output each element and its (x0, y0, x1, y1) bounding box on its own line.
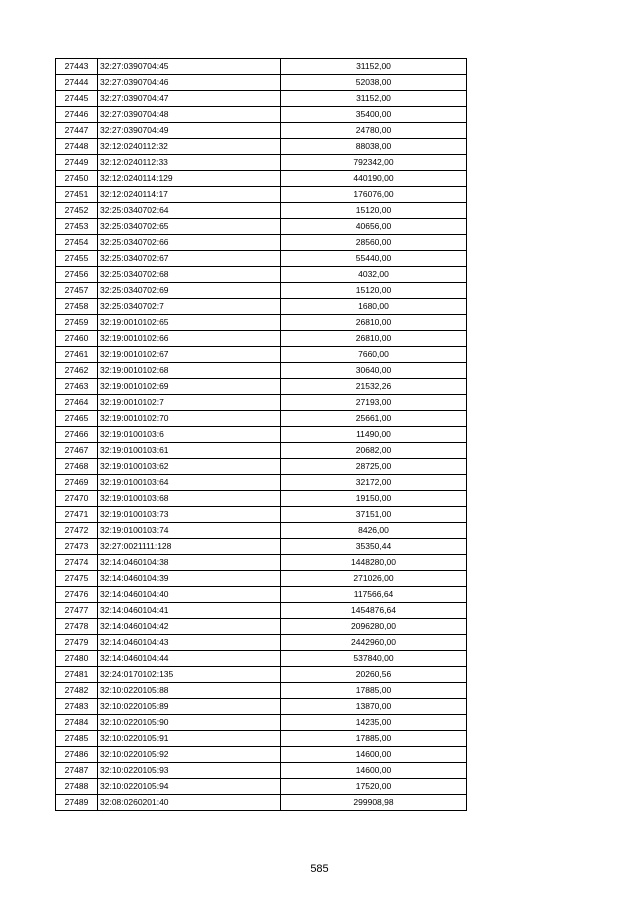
cadastral-number-cell: 32:19:0010102:69 (98, 379, 281, 395)
cadastral-number-cell: 32:12:0240112:33 (98, 155, 281, 171)
cadastral-number-cell: 32:25:0340702:65 (98, 219, 281, 235)
cadastral-number-cell: 32:25:0340702:68 (98, 267, 281, 283)
cadastral-number-cell: 32:10:0220105:93 (98, 763, 281, 779)
table-row (56, 747, 467, 763)
value-cell: 37151,00 (281, 507, 467, 523)
value-cell: 55440,00 (281, 251, 467, 267)
value-cell: 537840,00 (281, 651, 467, 667)
table-row (56, 603, 467, 619)
cadastral-number-cell: 32:19:0010102:70 (98, 411, 281, 427)
table-row (56, 795, 467, 811)
row-number-cell: 27483 (56, 699, 98, 715)
cadastral-number-cell: 32:14:0460104:38 (98, 555, 281, 571)
value-cell: 26810,00 (281, 315, 467, 331)
row-number-cell: 27486 (56, 747, 98, 763)
row-number-cell: 27484 (56, 715, 98, 731)
table-row (56, 395, 467, 411)
value-cell: 52038,00 (281, 75, 467, 91)
cadastral-number-cell: 32:27:0390704:45 (98, 59, 281, 75)
value-cell: 299908,98 (281, 795, 467, 811)
value-cell: 32172,00 (281, 475, 467, 491)
cadastral-number-cell: 32:10:0220105:90 (98, 715, 281, 731)
value-cell: 17885,00 (281, 683, 467, 699)
value-cell: 176076,00 (281, 187, 467, 203)
table-row (56, 491, 467, 507)
table-row (56, 699, 467, 715)
row-number-cell: 27489 (56, 795, 98, 811)
cadastral-number-cell: 32:08:0260201:40 (98, 795, 281, 811)
table-row (56, 123, 467, 139)
cadastral-number-cell: 32:27:0390704:48 (98, 107, 281, 123)
value-cell: 440190,00 (281, 171, 467, 187)
table-row (56, 363, 467, 379)
row-number-cell: 27466 (56, 427, 98, 443)
cadastral-number-cell: 32:14:0460104:42 (98, 619, 281, 635)
row-number-cell: 27444 (56, 75, 98, 91)
row-number-cell: 27453 (56, 219, 98, 235)
data-table (55, 58, 467, 811)
table-row (56, 731, 467, 747)
row-number-cell: 27456 (56, 267, 98, 283)
row-number-cell: 27463 (56, 379, 98, 395)
table-row (56, 347, 467, 363)
row-number-cell: 27449 (56, 155, 98, 171)
page-number: 585 (310, 863, 329, 875)
cadastral-number-cell: 32:12:0240112:32 (98, 139, 281, 155)
cadastral-number-cell: 32:27:0390704:49 (98, 123, 281, 139)
cadastral-number-cell: 32:24:0170102:135 (98, 667, 281, 683)
row-number-cell: 27458 (56, 299, 98, 315)
value-cell: 88038,00 (281, 139, 467, 155)
value-cell: 20682,00 (281, 443, 467, 459)
cadastral-number-cell: 32:10:0220105:88 (98, 683, 281, 699)
table-row (56, 219, 467, 235)
cadastral-number-cell: 32:27:0390704:47 (98, 91, 281, 107)
value-cell: 20260,56 (281, 667, 467, 683)
value-cell: 14600,00 (281, 747, 467, 763)
value-cell: 19150,00 (281, 491, 467, 507)
table-row (56, 251, 467, 267)
cadastral-number-cell: 32:19:0100103:73 (98, 507, 281, 523)
table-row (56, 475, 467, 491)
row-number-cell: 27475 (56, 571, 98, 587)
row-number-cell: 27471 (56, 507, 98, 523)
table-row (56, 523, 467, 539)
cadastral-number-cell: 32:14:0460104:41 (98, 603, 281, 619)
row-number-cell: 27443 (56, 59, 98, 75)
row-number-cell: 27460 (56, 331, 98, 347)
value-cell: 1454876,64 (281, 603, 467, 619)
row-number-cell: 27464 (56, 395, 98, 411)
row-number-cell: 27474 (56, 555, 98, 571)
value-cell: 28560,00 (281, 235, 467, 251)
table-row (56, 91, 467, 107)
row-number-cell: 27473 (56, 539, 98, 555)
value-cell: 17520,00 (281, 779, 467, 795)
row-number-cell: 27468 (56, 459, 98, 475)
cadastral-number-cell: 32:14:0460104:44 (98, 651, 281, 667)
table-row (56, 683, 467, 699)
value-cell: 11490,00 (281, 427, 467, 443)
value-cell: 8426,00 (281, 523, 467, 539)
table-body (56, 59, 467, 811)
table-row (56, 619, 467, 635)
row-number-cell: 27465 (56, 411, 98, 427)
value-cell: 15120,00 (281, 203, 467, 219)
cadastral-number-cell: 32:19:0100103:61 (98, 443, 281, 459)
table-row (56, 779, 467, 795)
table-row (56, 283, 467, 299)
row-number-cell: 27461 (56, 347, 98, 363)
row-number-cell: 27448 (56, 139, 98, 155)
row-number-cell: 27488 (56, 779, 98, 795)
value-cell: 4032,00 (281, 267, 467, 283)
cadastral-number-cell: 32:19:0010102:68 (98, 363, 281, 379)
table-row (56, 155, 467, 171)
cadastral-number-cell: 32:19:0100103:68 (98, 491, 281, 507)
cadastral-number-cell: 32:10:0220105:89 (98, 699, 281, 715)
cadastral-number-cell: 32:25:0340702:67 (98, 251, 281, 267)
row-number-cell: 27485 (56, 731, 98, 747)
table-row (56, 107, 467, 123)
table-row (56, 443, 467, 459)
row-number-cell: 27472 (56, 523, 98, 539)
cadastral-number-cell: 32:12:0240114:17 (98, 187, 281, 203)
row-number-cell: 27457 (56, 283, 98, 299)
value-cell: 1680,00 (281, 299, 467, 315)
value-cell: 14235,00 (281, 715, 467, 731)
cadastral-number-cell: 32:12:0240114:129 (98, 171, 281, 187)
cadastral-number-cell: 32:25:0340702:7 (98, 299, 281, 315)
row-number-cell: 27452 (56, 203, 98, 219)
cadastral-number-cell: 32:19:0010102:67 (98, 347, 281, 363)
value-cell: 1448280,00 (281, 555, 467, 571)
row-number-cell: 27481 (56, 667, 98, 683)
row-number-cell: 27446 (56, 107, 98, 123)
value-cell: 31152,00 (281, 59, 467, 75)
value-cell: 25661,00 (281, 411, 467, 427)
table-row (56, 331, 467, 347)
value-cell: 14600,00 (281, 763, 467, 779)
row-number-cell: 27447 (56, 123, 98, 139)
value-cell: 40656,00 (281, 219, 467, 235)
table-row (56, 75, 467, 91)
value-cell: 15120,00 (281, 283, 467, 299)
cadastral-number-cell: 32:19:0010102:66 (98, 331, 281, 347)
table-row (56, 571, 467, 587)
table-row (56, 59, 467, 75)
row-number-cell: 27479 (56, 635, 98, 651)
value-cell: 792342,00 (281, 155, 467, 171)
table-row (56, 235, 467, 251)
value-cell: 26810,00 (281, 331, 467, 347)
cadastral-number-cell: 32:27:0021111:128 (98, 539, 281, 555)
row-number-cell: 27476 (56, 587, 98, 603)
table-row (56, 267, 467, 283)
table-row (56, 299, 467, 315)
table-row (56, 667, 467, 683)
table-row (56, 763, 467, 779)
row-number-cell: 27455 (56, 251, 98, 267)
cadastral-number-cell: 32:19:0100103:62 (98, 459, 281, 475)
table-row (56, 555, 467, 571)
row-number-cell: 27480 (56, 651, 98, 667)
row-number-cell: 27459 (56, 315, 98, 331)
row-number-cell: 27470 (56, 491, 98, 507)
row-number-cell: 27445 (56, 91, 98, 107)
cadastral-number-cell: 32:19:0010102:65 (98, 315, 281, 331)
table-row (56, 203, 467, 219)
table-row (56, 651, 467, 667)
table-row (56, 539, 467, 555)
value-cell: 24780,00 (281, 123, 467, 139)
value-cell: 21532,26 (281, 379, 467, 395)
table-row (56, 507, 467, 523)
cadastral-number-cell: 32:19:0100103:6 (98, 427, 281, 443)
row-number-cell: 27487 (56, 763, 98, 779)
cadastral-number-cell: 32:19:0100103:64 (98, 475, 281, 491)
value-cell: 117566,64 (281, 587, 467, 603)
table-row (56, 427, 467, 443)
row-number-cell: 27469 (56, 475, 98, 491)
table-row (56, 379, 467, 395)
table-row (56, 171, 467, 187)
cadastral-number-cell: 32:25:0340702:69 (98, 283, 281, 299)
row-number-cell: 27478 (56, 619, 98, 635)
value-cell: 17885,00 (281, 731, 467, 747)
cadastral-number-cell: 32:27:0390704:46 (98, 75, 281, 91)
table-row (56, 187, 467, 203)
row-number-cell: 27450 (56, 171, 98, 187)
value-cell: 31152,00 (281, 91, 467, 107)
cadastral-number-cell: 32:25:0340702:66 (98, 235, 281, 251)
table-row (56, 635, 467, 651)
table-row (56, 459, 467, 475)
cadastral-number-cell: 32:19:0010102:7 (98, 395, 281, 411)
value-cell: 27193,00 (281, 395, 467, 411)
table-row (56, 715, 467, 731)
row-number-cell: 27454 (56, 235, 98, 251)
row-number-cell: 27467 (56, 443, 98, 459)
value-cell: 13870,00 (281, 699, 467, 715)
table-row (56, 411, 467, 427)
table-row (56, 139, 467, 155)
value-cell: 35350,44 (281, 539, 467, 555)
cadastral-number-cell: 32:14:0460104:40 (98, 587, 281, 603)
table-row (56, 315, 467, 331)
value-cell: 35400,00 (281, 107, 467, 123)
cadastral-number-cell: 32:14:0460104:43 (98, 635, 281, 651)
value-cell: 271026,00 (281, 571, 467, 587)
value-cell: 28725,00 (281, 459, 467, 475)
cadastral-number-cell: 32:10:0220105:92 (98, 747, 281, 763)
value-cell: 2442960,00 (281, 635, 467, 651)
cadastral-number-cell: 32:10:0220105:91 (98, 731, 281, 747)
cadastral-number-cell: 32:14:0460104:39 (98, 571, 281, 587)
table-row (56, 587, 467, 603)
cadastral-number-cell: 32:19:0100103:74 (98, 523, 281, 539)
row-number-cell: 27477 (56, 603, 98, 619)
row-number-cell: 27451 (56, 187, 98, 203)
row-number-cell: 27462 (56, 363, 98, 379)
value-cell: 7660,00 (281, 347, 467, 363)
value-cell: 30640,00 (281, 363, 467, 379)
cadastral-number-cell: 32:10:0220105:94 (98, 779, 281, 795)
row-number-cell: 27482 (56, 683, 98, 699)
cadastral-number-cell: 32:25:0340702:64 (98, 203, 281, 219)
value-cell: 2096280,00 (281, 619, 467, 635)
